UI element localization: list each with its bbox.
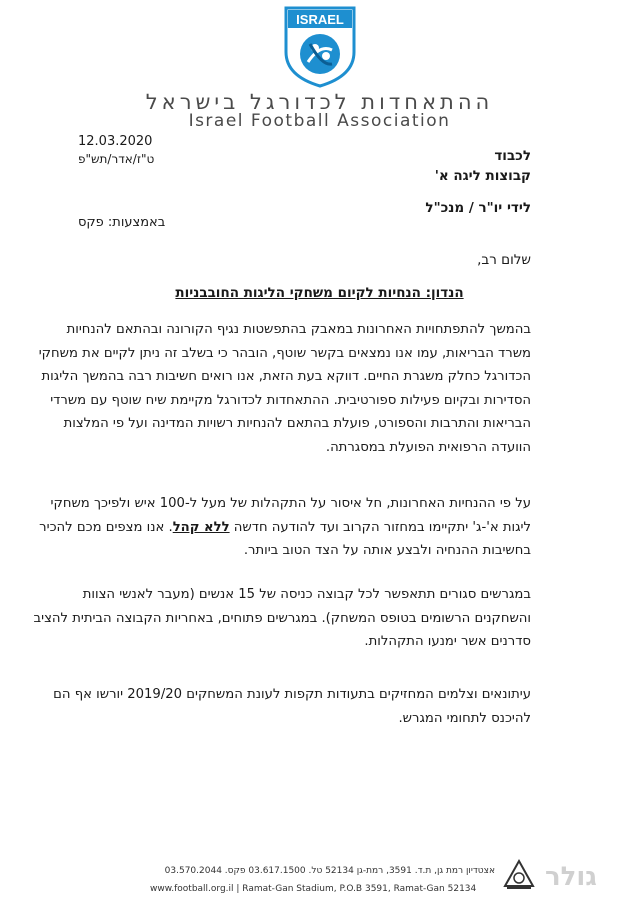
paragraph-4 xyxy=(53,683,531,730)
attention-line: לידי יו"ר / מנכ"ל xyxy=(425,200,531,216)
subject-line: הנדון: הנחיות לקיום משחקי הליגות החובבניות xyxy=(175,285,464,301)
paragraph-text: . אנו מצפים מכם להכיר xyxy=(39,519,173,535)
watermark: גולר xyxy=(545,862,597,892)
org-name-hebrew: ההתאחדות לכדורגל בישראל xyxy=(145,90,494,114)
paragraph-line: להיכנס לתחומי המגרש. xyxy=(398,710,531,726)
paragraph-line: בחשיבות ההנחיה ולבצע אותה על הצד הטוב ביותר. xyxy=(243,543,531,558)
paragraph-3 xyxy=(33,583,531,654)
letter-date: 12.03.2020 xyxy=(78,134,153,149)
paragraph-line: סדרנים אשר ימנעו התקהלות. xyxy=(364,634,531,649)
ifa-shield-icon xyxy=(282,4,358,88)
recipient-line-2: קבוצות ליגה א' xyxy=(434,168,531,184)
paragraph-line xyxy=(39,516,531,540)
no-audience-emphasis: ללא קהל xyxy=(172,519,230,535)
footer-address: אצטדיון רמת גן, ת.ד. 3591, רמת-גן 52134 טל. 03.617.1500 פקס. 03.570.2044 xyxy=(164,866,495,876)
paragraph-2 xyxy=(39,492,531,563)
ifa-logo xyxy=(0,4,639,88)
paragraph-line: הסדירות ובקיום פעילות ספורטיבית. ההתאחדות לכדורגל מקיימת שיח שוטף עם משרדי xyxy=(50,392,531,408)
recipient-line-1: לכבוד xyxy=(494,148,531,164)
logo-text: ISRAEL xyxy=(295,12,344,27)
paragraph-line: עיתונאים וצלמים המחזיקים בתעודות תקפות לעונת המשחקים 2019/20 יורשו אף הם xyxy=(53,687,531,702)
paragraph-line: משרד הבריאות, עמו אנו נמצאים בקשר שוטף, הובהר כי בשלב זה ניתן לקיים את משחקי xyxy=(38,345,531,361)
org-name-english: Israel Football Association xyxy=(188,111,451,131)
paragraph-line: הוועדה הרפואית הפועלת במסגרתה. xyxy=(325,439,531,455)
paragraph-text: ליגות א'-ג' יתקיימו במחזור הקרוב ועד להודעה חדשה xyxy=(229,519,531,535)
footer-website: www.football.org.il | Ramat-Gan Stadium, P.O.B 3591, Ramat-Gan 52134 xyxy=(150,884,477,894)
paragraph-line: והשחקנים הרשומים בטופס המשחק). במגרשים פתוחים, באחריות הקבוצה הביתית להציב xyxy=(33,610,531,626)
paragraph-line: במגרשים סגורים תתאפשר לכל קבוצה כניסה של 15 אנשים (מעבר לאנשי הצוות xyxy=(82,587,531,602)
greeting: שלום רב, xyxy=(477,252,531,268)
paragraph-line: הבריאות והתרבות והספורט, פועלת בהתאם להנחיות רשויות המדינה ועל פי המלצות xyxy=(63,416,531,431)
letter-hebrew-date: ט"ז/אדר/תש"פ xyxy=(78,152,155,166)
paragraph-1 xyxy=(38,318,531,459)
paragraph-line: הכדורגל כחלק משגרת החיים. דווקא בעת הזאת, אנו רואים חשיבות רבה בהמשך הליגות xyxy=(41,369,531,384)
paragraph-line: על פי ההנחיות האחרונות, חל איסור על התקהלות של מעל ל-100 איש ולפיכך משחקי xyxy=(50,496,531,511)
paragraph-line: בהמשך להתפתחויות האחרונות במאבק בהתפשטות נגיף הקורונה ובהתאם להנחיות xyxy=(66,322,531,337)
delivery-method: באמצעות: פקס xyxy=(78,215,166,230)
stadium-logo-icon xyxy=(502,858,536,892)
